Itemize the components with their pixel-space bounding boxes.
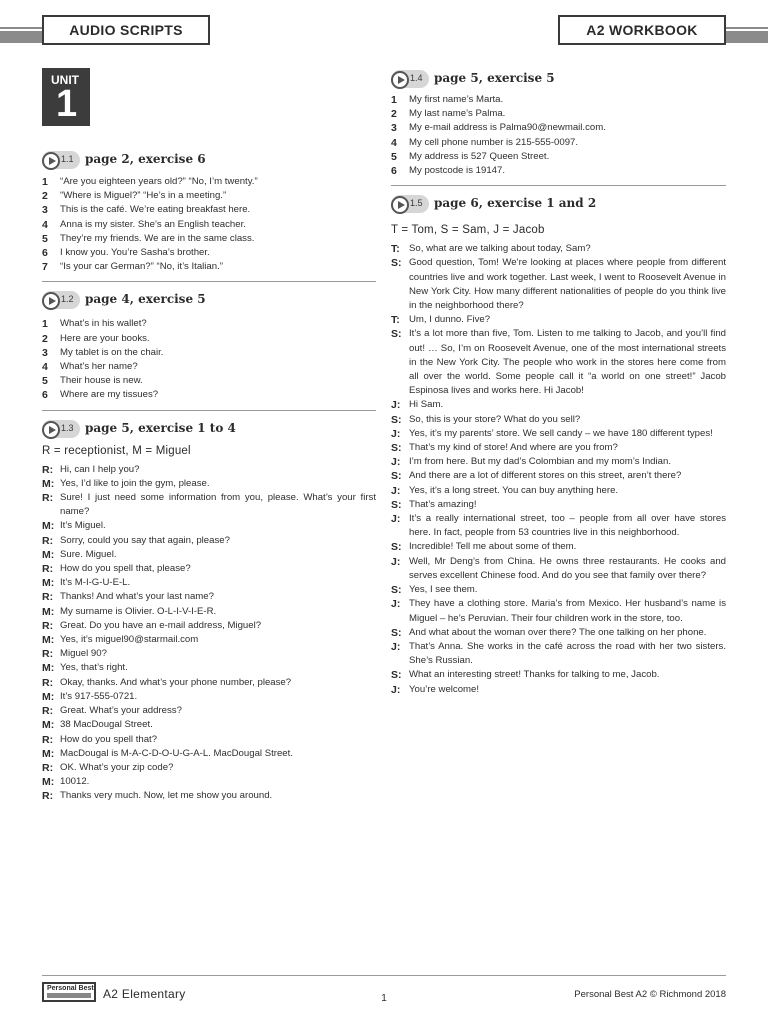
- line-marker: 5: [42, 375, 48, 388]
- track-number: 1.2: [61, 294, 74, 305]
- line-text: Anna is my sister. She’s an English teacher.: [60, 218, 246, 230]
- section-header: [42, 290, 376, 312]
- line-text: Sure. Miguel.: [60, 548, 117, 560]
- line-marker: T:: [391, 243, 400, 256]
- line-text: Great. Do you have an e-mail address, Miguel?: [60, 619, 262, 631]
- section-header: [391, 69, 726, 91]
- track-number: 1.4: [410, 73, 423, 83]
- footer-copyright: Personal Best A2 © Richmond 2018: [574, 989, 726, 1000]
- section-title: page 2, exercise 6: [85, 152, 206, 166]
- line-text: I know you. You’re Sasha’s brother.: [60, 247, 210, 259]
- line-text: My tablet is on the chair.: [60, 346, 164, 358]
- script-line: [42, 548, 376, 562]
- line-text: And what about the woman over there? The one talking on her phone.: [409, 626, 707, 638]
- line-text: That’s my kind of store! And where are you from?: [409, 442, 618, 454]
- line-marker: 5: [42, 232, 48, 245]
- line-text: “Are you eighteen years old?” “No, I’m twenty.”: [60, 176, 258, 187]
- line-marker: S:: [391, 669, 402, 682]
- line-marker: J:: [391, 683, 401, 696]
- script-line: [42, 332, 376, 346]
- section-header: [391, 194, 726, 216]
- lines-list: [42, 317, 376, 402]
- line-marker: 6: [391, 165, 397, 178]
- line-marker: R:: [42, 591, 54, 604]
- line-marker: 2: [42, 190, 48, 203]
- audio-track-1-2[interactable]: [42, 291, 80, 309]
- script-line: [42, 203, 376, 217]
- line-text: Yes, I’d like to join the gym, please.: [60, 477, 210, 489]
- script-line: [42, 232, 376, 246]
- line-marker: S:: [391, 257, 402, 270]
- script-line: [42, 189, 376, 203]
- script-line: [391, 455, 726, 469]
- line-text: What an interesting street! Thanks for talking to me, Jacob.: [409, 669, 660, 681]
- script-line: [42, 463, 376, 477]
- play-icon: [42, 152, 60, 170]
- script-line: [391, 469, 726, 483]
- script-line: [391, 121, 726, 135]
- line-marker: 4: [42, 361, 48, 374]
- script-line: [391, 327, 726, 398]
- script-line: [391, 484, 726, 498]
- script-line: [391, 398, 726, 412]
- line-marker: S:: [391, 328, 402, 341]
- line-text: My e-mail address is Palma90@newmail.com.: [409, 122, 606, 134]
- section-header: [42, 419, 376, 441]
- line-marker: M:: [42, 662, 55, 675]
- line-text: Hi Sam.: [409, 399, 444, 411]
- line-marker: S:: [391, 498, 402, 511]
- play-icon: [42, 292, 60, 310]
- line-text: This is the café. We’re eating breakfast here.: [60, 204, 251, 216]
- script-line: [391, 427, 726, 441]
- script-line: [42, 676, 376, 690]
- section-title: page 5, exercise 5: [434, 71, 555, 85]
- script-line: [391, 540, 726, 554]
- script-line: [391, 150, 726, 164]
- audio-scripts-header: AUDIO SCRIPTS: [42, 15, 210, 45]
- audio-track-1-3[interactable]: [42, 420, 80, 438]
- script-line: [42, 590, 376, 604]
- line-marker: J:: [391, 456, 401, 469]
- line-text: My cell phone number is 215-555-0097.: [409, 136, 579, 148]
- script-line: [42, 246, 376, 260]
- line-text: It’s 917-555-0721.: [60, 690, 138, 702]
- script-line: [42, 619, 376, 633]
- script-line: [391, 136, 726, 150]
- line-text: Thanks! And what’s your last name?: [60, 591, 214, 603]
- line-text: Okay, thanks. And what’s your phone number, please?: [60, 676, 292, 688]
- line-marker: J:: [391, 399, 401, 412]
- line-text: It’s M-I-G-U-E-L.: [60, 577, 131, 589]
- line-marker: J:: [391, 555, 401, 568]
- line-marker: 7: [42, 261, 48, 274]
- line-text: I’m from here. But my dad’s Colombian and my mom’s Indian.: [409, 456, 671, 468]
- line-marker: 5: [391, 150, 397, 163]
- script-line: [42, 260, 376, 274]
- script-line: [42, 605, 376, 619]
- audio-track-1-1[interactable]: [42, 151, 80, 169]
- line-marker: 3: [42, 346, 48, 359]
- script-line: [42, 477, 376, 491]
- footer-level: A2 Elementary: [103, 987, 186, 1001]
- personal-best-logo: [42, 982, 96, 1002]
- dialogue-lines: [42, 463, 376, 804]
- script-line: [391, 583, 726, 597]
- line-text: Yes, that’s right.: [60, 662, 128, 674]
- section-1-2: [42, 290, 376, 402]
- line-marker: S:: [391, 541, 402, 554]
- line-text: Their house is new.: [60, 375, 143, 387]
- section-1-1: [42, 150, 376, 274]
- line-marker: M:: [42, 605, 55, 618]
- track-number: 1.3: [61, 422, 74, 433]
- line-marker: T:: [391, 314, 400, 327]
- line-text: You’re welcome!: [409, 683, 480, 695]
- line-text: It’s a really international street, too – people from all over have stores here. In fact, people from 53 countries live in this neighborhood.: [409, 513, 726, 539]
- script-line: [42, 690, 376, 704]
- speaker-legend: R = receptionist, M = Miguel: [42, 444, 191, 457]
- line-marker: 1: [42, 176, 48, 188]
- section-header: [42, 150, 376, 172]
- line-marker: 6: [42, 389, 48, 402]
- line-text: They’re my friends. We are in the same class.: [60, 232, 255, 244]
- line-text: Good question, Tom! We’re looking at places where people from different countries live and work together. Last week, I went to Roosevelt Avenue in New York City. How many different nationalities of people do you think live in the neighborhood there?: [409, 257, 726, 312]
- track-number: 1.5: [410, 198, 423, 209]
- line-text: Yes, it’s a long street. You can buy anything here.: [409, 484, 619, 496]
- line-text: Where are my tissues?: [60, 389, 159, 401]
- line-marker: S:: [391, 413, 402, 426]
- line-marker: J:: [391, 598, 401, 611]
- line-marker: M:: [42, 520, 55, 533]
- script-line: [391, 256, 726, 313]
- divider: [42, 281, 376, 282]
- line-text: Yes, it’s miguel90@starmail.com: [60, 634, 199, 646]
- play-icon: [391, 196, 409, 214]
- line-text: They have a clothing store. Maria’s from Mexico. Her husband’s name is Miguel – he’s Peruvian. Their four children work in the store, too.: [409, 598, 726, 624]
- line-marker: R:: [42, 761, 54, 774]
- script-line: [391, 242, 726, 256]
- section-title: page 4, exercise 5: [85, 292, 206, 307]
- line-text: Yes, it’s my parents’ store. We sell candy – we have 180 different types!: [409, 427, 713, 439]
- script-line: [391, 107, 726, 121]
- line-marker: 4: [42, 218, 48, 231]
- unit-number: 1: [56, 83, 78, 125]
- script-line: [391, 413, 726, 427]
- script-line: [42, 175, 376, 189]
- script-line: [42, 374, 376, 388]
- line-marker: R:: [42, 648, 54, 661]
- section-1-5: [391, 194, 726, 697]
- line-text: Incredible! Tell me about some of them.: [409, 541, 577, 553]
- line-marker: J:: [391, 640, 401, 653]
- line-text: It’s a lot more than five, Tom. Listen to me talking to Jacob, and you’ll find out! … So, I’m on Roosevelt Avenue, one of the most international streets in the New York City. The people who work in the stores here come from all over the world. Some people call it “a world on one street!” Jacob Espinosa lives and works here. Hi Jacob!: [409, 328, 726, 397]
- line-text: And there are a lot of different stores on this street, aren’t there?: [409, 470, 682, 482]
- unit-label: UNIT: [51, 73, 79, 87]
- speaker-legend: T = Tom, S = Sam, J = Jacob: [391, 224, 545, 237]
- script-line: [42, 519, 376, 533]
- line-marker: M:: [42, 548, 55, 561]
- line-text: “Is your car German?” “No, it’s Italian.”: [60, 261, 223, 273]
- line-text: What’s her name?: [60, 361, 138, 373]
- script-line: [391, 555, 726, 583]
- line-marker: M:: [42, 577, 55, 590]
- line-marker: R:: [42, 492, 54, 505]
- line-text: Thanks very much. Now, let me show you around.: [60, 790, 273, 802]
- line-marker: R:: [42, 790, 54, 803]
- script-line: [42, 388, 376, 402]
- line-marker: 3: [391, 122, 397, 135]
- script-line: [42, 576, 376, 590]
- script-line: [42, 346, 376, 360]
- line-text: My address is 527 Queen Street.: [409, 150, 550, 162]
- line-marker: R:: [42, 733, 54, 746]
- line-marker: R:: [42, 563, 54, 576]
- script-line: [42, 534, 376, 548]
- logo-text: Personal Best: [47, 985, 94, 992]
- line-text: So, this is your store? What do you sell?: [409, 413, 581, 425]
- script-line: [391, 640, 726, 668]
- section-1-4: [391, 69, 726, 178]
- footer-rule: [42, 975, 726, 976]
- line-text: That’s amazing!: [409, 498, 477, 510]
- line-marker: R:: [42, 534, 54, 547]
- line-marker: R:: [42, 676, 54, 689]
- lines-list: [391, 93, 726, 178]
- line-text: Miguel 90?: [60, 648, 107, 660]
- script-line: [391, 164, 726, 178]
- line-marker: J:: [391, 427, 401, 440]
- unit-badge: [42, 68, 90, 126]
- section-title: page 5, exercise 1 to 4: [85, 420, 236, 435]
- line-text: My postcode is 19147.: [409, 165, 505, 177]
- script-line: [42, 647, 376, 661]
- audio-track-1-5[interactable]: [391, 195, 429, 213]
- line-marker: 6: [42, 247, 48, 260]
- line-marker: M:: [42, 719, 55, 732]
- line-text: OK. What’s your zip code?: [60, 761, 174, 773]
- script-line: [391, 498, 726, 512]
- script-line: [391, 626, 726, 640]
- line-marker: 2: [391, 108, 397, 121]
- script-line: [42, 718, 376, 732]
- line-marker: J:: [391, 484, 401, 497]
- script-line: [42, 775, 376, 789]
- line-text: That’s Anna. She works in the café across the road with her two sisters. She’s Russian.: [409, 640, 726, 667]
- line-marker: S:: [391, 470, 402, 483]
- script-line: [391, 93, 726, 107]
- workbook-header: A2 WORKBOOK: [558, 15, 726, 45]
- line-text: What’s in his wallet?: [60, 318, 147, 330]
- script-line: [391, 683, 726, 697]
- header-band-left: [0, 31, 44, 43]
- script-line: [42, 704, 376, 718]
- line-text: 10012.: [60, 776, 90, 788]
- left-column: [42, 150, 376, 804]
- line-text: How do you spell that?: [60, 733, 158, 745]
- line-text: My last name’s Palma.: [409, 108, 506, 120]
- line-marker: M:: [42, 747, 55, 760]
- line-text: My surname is Olivier. O-L-I-V-I-E-R.: [60, 605, 217, 617]
- logo-bar: [47, 993, 91, 998]
- script-line: [42, 747, 376, 761]
- header-band-right: [724, 31, 768, 43]
- page-number: 1: [381, 993, 387, 1004]
- line-marker: 2: [42, 332, 48, 345]
- script-line: [42, 733, 376, 747]
- line-text: Sorry, could you say that again, please?: [60, 534, 230, 546]
- line-text: MacDougal is M-A-C-D-O-U-G-A-L. MacDougal Street.: [60, 747, 293, 759]
- line-text: It’s Miguel.: [60, 520, 106, 532]
- line-marker: M:: [42, 690, 55, 703]
- script-line: [42, 789, 376, 803]
- script-line: [42, 317, 376, 331]
- script-line: [391, 441, 726, 455]
- script-line: [42, 661, 376, 675]
- line-marker: R:: [42, 619, 54, 632]
- line-marker: S:: [391, 442, 402, 455]
- script-line: [42, 360, 376, 374]
- line-text: Here are your books.: [60, 332, 150, 344]
- line-text: Yes, I see them.: [409, 584, 478, 596]
- play-icon: [42, 421, 60, 439]
- line-text: Um, I dunno. Five?: [409, 314, 491, 326]
- line-marker: S:: [391, 626, 402, 639]
- line-marker: 3: [42, 204, 48, 217]
- script-line: [391, 597, 726, 625]
- line-marker: M:: [42, 634, 55, 647]
- line-text: “Where is Miguel?” “He’s in a meeting.”: [60, 190, 227, 202]
- audio-track-1-4[interactable]: [391, 70, 429, 88]
- script-line: [42, 761, 376, 775]
- script-line: [391, 668, 726, 682]
- script-line: [391, 512, 726, 540]
- lines-list: [42, 175, 376, 274]
- play-icon: [391, 71, 409, 89]
- line-marker: 1: [42, 318, 48, 331]
- line-marker: M:: [42, 477, 55, 490]
- script-line: [42, 218, 376, 232]
- line-marker: M:: [42, 776, 55, 789]
- line-marker: R:: [42, 463, 54, 476]
- divider: [391, 185, 726, 186]
- line-text: How do you spell that, please?: [60, 563, 191, 575]
- line-text: So, what are we talking about today, Sam?: [409, 243, 591, 255]
- line-text: Hi, can I help you?: [60, 463, 140, 475]
- script-line: [42, 491, 376, 519]
- line-marker: J:: [391, 513, 401, 526]
- right-column: [391, 69, 726, 697]
- script-line: [391, 313, 726, 327]
- dialogue-lines: [391, 242, 726, 697]
- line-marker: 4: [391, 136, 397, 149]
- line-text: Great. What’s your address?: [60, 705, 182, 717]
- line-text: Well, Mr Deng’s from China. He owns three restaurants. He cooks and serves excellent Chinese food. And do you see that family over there?: [409, 555, 726, 581]
- line-marker: R:: [42, 705, 54, 718]
- divider: [42, 410, 376, 411]
- line-text: 38 MacDougal Street.: [60, 719, 153, 731]
- script-line: [42, 633, 376, 647]
- line-marker: S:: [391, 584, 402, 597]
- line-marker: 1: [391, 94, 397, 106]
- script-line: [42, 562, 376, 576]
- track-number: 1.1: [61, 154, 74, 164]
- line-text: Sure! I just need some information from you, please. What’s your first name?: [60, 492, 376, 518]
- line-text: My first name’s Marta.: [409, 94, 504, 105]
- section-1-3: [42, 419, 376, 804]
- section-title: page 6, exercise 1 and 2: [434, 196, 597, 211]
